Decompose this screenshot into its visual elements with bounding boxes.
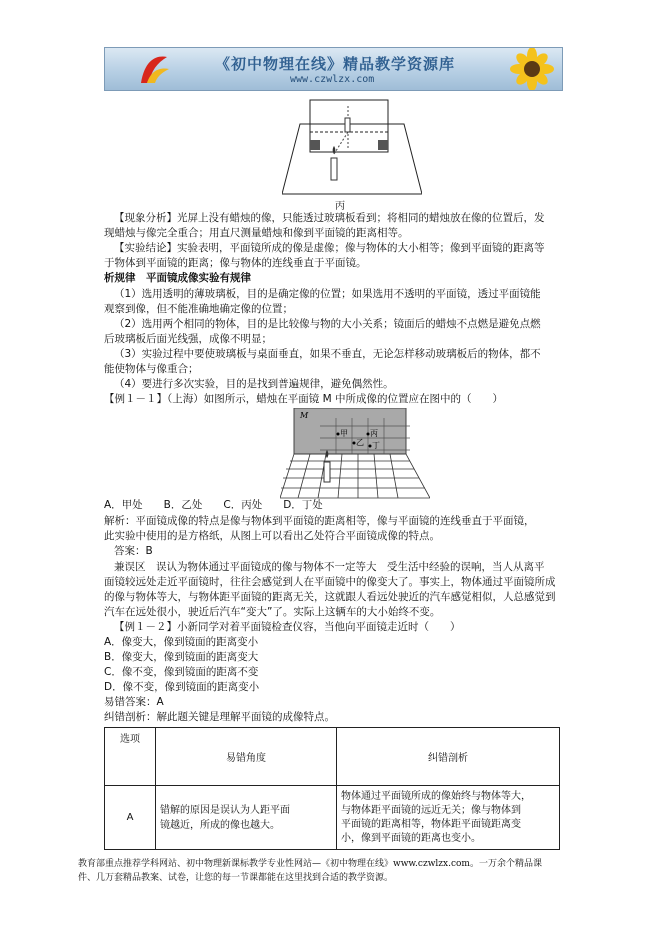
example-question: 【例１－１】（上海）如图所示，蜡烛在平面镜 M 中所成像的位置应在图中的（ ） <box>104 393 503 405</box>
cell-line: 与物体距平面镜的远近无关；像与物体到 <box>341 804 521 816</box>
paragraph-line: （3）实验过程中要使玻璃板与桌面垂直，如果不垂直，无论怎样移动玻璃板后的物体，都不 <box>114 348 541 360</box>
analysis-line: 此实验中使用的是方格纸，从图上可以看出乙处符合平面镜成像的特点。 <box>104 530 440 542</box>
paragraph-line: 后玻璃板后面光线强，成像不明显； <box>104 333 272 345</box>
table-cell-option: A <box>105 786 156 850</box>
footer-line: 件、几万套精品教案、试卷，让您的每一节课都能在这里找到合适的教学资源。 <box>78 873 394 883</box>
position-label: 乙 <box>356 438 364 447</box>
cell-line: 物体通过平面镜所成的像始终与物体等大， <box>341 790 531 802</box>
banner-url: www.czwlzx.com <box>290 74 375 85</box>
banner-title: 《初中物理在线》精品教学资源库 <box>215 55 456 73</box>
option-c: C．像不变，像到镜面的距离不变 <box>104 666 259 678</box>
paragraph-line: 的像与物体等大，与物体距平面镜的距离无关，这就跟人看远处驶近的汽车感觉相似，人总感觉到 <box>104 591 556 603</box>
figure-caption: 丙 <box>335 201 345 212</box>
section-heading: 析规律 平面镜成像实验有规律 <box>104 272 251 284</box>
table-header-angle: 易错角度 <box>156 728 337 786</box>
paragraph-line: 现蜡烛与像完全重合；用直尺测量蜡烛和像到平面镜的距离相等。 <box>104 227 409 239</box>
paragraph-line: （2）选用两个相同的物体，目的是比较像与物的大小关系；镜面后的蜡烛不点燃是避免点燃 <box>114 318 541 330</box>
wrong-answer: 易错答案：A <box>104 696 164 708</box>
page-footer <box>78 857 588 885</box>
paragraph-line: 【实验结论】实验表明，平面镜所成的像是虚像；像与物体的大小相等；像到平面镜的距离等 <box>114 242 545 254</box>
option-a: A．像变大，像到镜面的距离变小 <box>104 636 259 648</box>
paragraph-line: 能使物体与像重合； <box>104 363 199 375</box>
logo-icon <box>133 49 173 89</box>
answer-line: 答案：B <box>114 545 153 557</box>
sunflower-icon <box>502 48 562 90</box>
option-d: D．像不变，像到镜面的距离变小 <box>104 681 260 693</box>
table-header-option: 选项 <box>105 728 156 786</box>
option-b: B．像变大，像到镜面的距离变大 <box>104 651 259 663</box>
table-header-analysis: 纠错剖析 <box>337 728 560 786</box>
table-cell-angle <box>156 786 337 850</box>
paragraph-line: 【现象分析】光屏上没有蜡烛的像，只能透过玻璃板看到；将相同的蜡烛放在像的位置后，发 <box>114 212 545 224</box>
position-label: 丁 <box>372 441 380 450</box>
table-cell-analysis <box>337 786 560 850</box>
answer-options: A．甲处 B．乙处 C．丙处 D．丁处 <box>104 499 323 511</box>
example-question: 【例１－２】小新同学对着平面镜检查仪容，当他向平面镜走近时（ ） <box>114 621 461 633</box>
cell-line: 小，像到平面镜的距离也变小。 <box>341 832 481 844</box>
paragraph-line: （1）选用透明的薄玻璃板，目的是确定像的位置；如果选用不透明的平面镜，透过平面镜能 <box>114 288 541 300</box>
position-label: 丙 <box>370 429 378 438</box>
analysis-line: 解析：平面镜成像的特点是像与物体到平面镜的距离相等，像与平面镜的连线垂直于平面镜， <box>104 515 535 527</box>
paragraph-line: 于物体到平面镜的距离；像与物体的连线垂直于平面镜。 <box>104 257 367 269</box>
correction-line: 纠错剖析：解此题关键是理解平面镜的成像特点。 <box>104 711 335 723</box>
misconception-line: 兼误区 误认为物体通过平面镜成的像与物体不一定等大 受生活中经验的误响，当人从离平 <box>114 561 545 573</box>
error-analysis-table <box>104 727 560 850</box>
paragraph-line: 汽车在远处很小，驶近后汽车“变大”了。实际上这辆车的大小始终不变。 <box>104 606 441 618</box>
footer-line: 教育部重点推荐学科网站、初中物理新课标教学专业性网站—《初中物理在线》www.czwlzx.com。一万余个精品课 <box>78 859 542 869</box>
paragraph-line: 面镜较远处走近平面镜时，往往会感觉到人在平面镜中的像变大了。事实上，物体通过平面镜所成 <box>104 576 556 588</box>
cell-line: 镜越近，所成的像也越大。 <box>160 819 280 831</box>
mirror-label: M <box>300 411 309 420</box>
grid-mirror-figure <box>280 408 430 500</box>
cell-line: 平面镜的距离相等，物体距平面镜距离变 <box>341 818 521 830</box>
mirror-experiment-figure <box>282 96 422 196</box>
position-label: 甲 <box>340 429 348 438</box>
header-banner <box>104 47 563 91</box>
cell-line: 错解的原因是误认为人距平面 <box>160 804 290 816</box>
paragraph-line: 观察到像，但不能准确地确定像的位置； <box>104 303 293 315</box>
paragraph-line: （4）要进行多次实验，目的是找到普遍规律，避免偶然性。 <box>114 378 394 390</box>
